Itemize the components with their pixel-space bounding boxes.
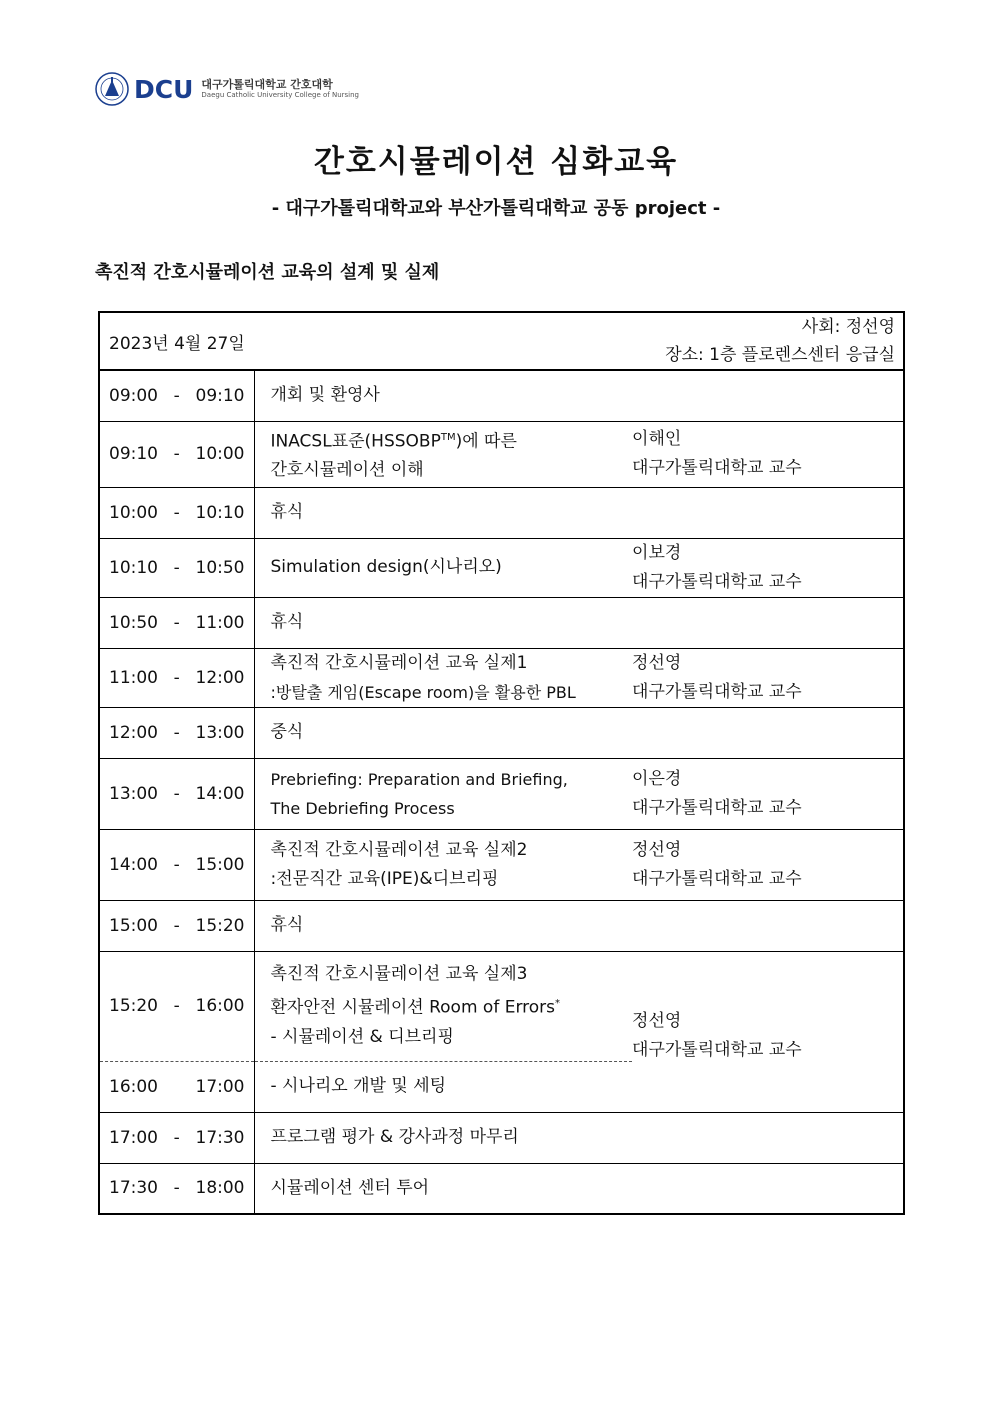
program-cell [254, 421, 632, 487]
program-line: 촉진적 간호시뮬레이션 교육 실제1 [270, 652, 528, 673]
program-line: :방탈출 게임(Escape room)을 활용한 PBL [270, 682, 576, 702]
program-cell [254, 829, 632, 900]
event-date: 2023년 4월 27일 [99, 312, 632, 370]
program-line: :전문직간 교육(IPE)&디브리핑 [270, 868, 499, 889]
program-line: 촉진적 간호시뮬레이션 교육 실제3 [270, 964, 528, 985]
speaker-affiliation: 대구가톨릭대학교 교수 [632, 797, 802, 818]
program-cell [254, 648, 632, 707]
end-time: 15:00 [195, 854, 245, 875]
start-time: 10:50 [109, 612, 158, 633]
time-cell [99, 648, 254, 707]
time-cell [99, 1163, 254, 1214]
table-row [99, 951, 904, 1061]
time-dash: - [173, 1127, 180, 1148]
speaker-name: 이보경 [632, 542, 682, 563]
end-time: 16:00 [195, 996, 245, 1016]
start-time: 13:00 [109, 783, 158, 804]
program-cell [254, 1163, 904, 1214]
end-time: 14:00 [195, 783, 245, 804]
table-row [99, 597, 904, 648]
table-row [99, 1163, 904, 1214]
schedule-header-row [99, 312, 904, 370]
table-row [99, 758, 904, 829]
time-cell [99, 487, 254, 538]
time-cell [99, 951, 254, 1061]
program-line: Prebriefing: Preparation and Briefing, [270, 769, 568, 789]
time-cell [99, 829, 254, 900]
start-time: 15:00 [109, 915, 158, 936]
end-time: 13:00 [195, 722, 245, 743]
start-time: 17:30 [109, 1178, 158, 1199]
program-cell [254, 487, 904, 538]
program-cell [254, 370, 904, 421]
time-dash: - [173, 783, 180, 804]
speaker-cell [632, 538, 904, 597]
trademark-mark: TM [440, 431, 456, 443]
program-cell [254, 707, 904, 758]
time-cell [99, 597, 254, 648]
program-cell [254, 1112, 904, 1163]
start-time: 17:00 [109, 1127, 158, 1148]
time-dash: - [173, 667, 180, 688]
start-time: 09:00 [109, 385, 158, 406]
program-cell [254, 597, 904, 648]
time-dash: - [173, 385, 180, 406]
program-line: 시뮬레이션 센터 투어 [270, 1177, 430, 1198]
program-cell [254, 951, 632, 1061]
time-dash: - [173, 557, 180, 578]
program-line: - 시나리오 개발 및 세팅 [270, 1076, 447, 1096]
speaker-name: 이은경 [632, 768, 682, 789]
end-time: 10:10 [195, 502, 245, 523]
end-time: 11:00 [195, 612, 245, 633]
program-line: 휴식 [270, 915, 304, 935]
start-time: 16:00 [109, 1076, 158, 1097]
table-row [99, 829, 904, 900]
program-line: The Debriefing Process [270, 798, 455, 818]
start-time: 12:00 [109, 722, 158, 743]
end-time: 17:00 [195, 1076, 245, 1097]
time-cell [99, 370, 254, 421]
university-seal-icon [95, 72, 129, 106]
speaker-affiliation: 대구가톨릭대학교 교수 [632, 681, 802, 702]
speaker-cell [632, 758, 904, 829]
document-title: 간호시뮬레이션 심화교육 [313, 144, 679, 180]
start-time: 09:10 [109, 444, 158, 464]
table-row [99, 648, 904, 707]
venue: 장소: 1층 플로렌스센터 응급실 [665, 345, 896, 365]
speaker-cell [632, 421, 904, 487]
program-line: 중식 [270, 722, 304, 742]
program-line: 휴식 [270, 612, 304, 632]
speaker-name: 정선영 [632, 652, 682, 673]
end-time: 10:50 [195, 557, 245, 578]
time-dash: - [173, 854, 180, 875]
program-line: 환자안전 시뮬레이션 Room of Errors* [270, 997, 561, 1018]
logo-name-korean: 대구가톨릭대학교 간호대학 [201, 77, 333, 91]
program-line: 개회 및 환영사 [270, 385, 380, 406]
program-line: 간호시뮬레이션 이해 [270, 460, 424, 481]
speaker-cell [632, 648, 904, 707]
speaker-cell [632, 951, 904, 1112]
time-dash: - [173, 915, 180, 936]
time-cell [99, 421, 254, 487]
end-time: 15:20 [195, 915, 245, 936]
time-cell [99, 1061, 254, 1112]
time-dash: - [173, 1178, 180, 1199]
footnote-mark: * [555, 998, 561, 1010]
program-line: Simulation design(시나리오) [270, 557, 502, 577]
time-cell [99, 1112, 254, 1163]
schedule-table [98, 311, 905, 1215]
program-line: - 시뮬레이션 & 디브리핑 [270, 1026, 454, 1047]
speaker-affiliation: 대구가톨릭대학교 교수 [632, 868, 802, 889]
speaker-affiliation: 대구가톨릭대학교 교수 [632, 458, 802, 478]
program-line: 휴식 [270, 502, 304, 522]
time-dash: - [173, 722, 180, 743]
logo-wordmark: DCU [134, 74, 194, 104]
table-row [99, 421, 904, 487]
end-time: 10:00 [195, 444, 245, 464]
document-subtitle: - 대구가톨릭대학교와 부산가톨릭대학교 공동 project - [271, 198, 721, 219]
program-cell [254, 900, 904, 951]
program-cell [254, 538, 632, 597]
time-dash: - [173, 612, 180, 633]
table-row [99, 900, 904, 951]
program-line: INACSL표준(HSSOBP™)에 따른 [270, 431, 517, 452]
speaker-name: 정선영 [632, 839, 682, 860]
speaker-affiliation: 대구가톨릭대학교 교수 [632, 1039, 802, 1060]
time-dash: - [173, 444, 180, 464]
time-cell [99, 758, 254, 829]
end-time: 09:10 [195, 385, 245, 406]
speaker-cell [632, 829, 904, 900]
table-row [99, 370, 904, 421]
time-cell [99, 538, 254, 597]
table-row [99, 487, 904, 538]
time-cell [99, 900, 254, 951]
table-row [99, 707, 904, 758]
logo-name-english: Daegu Catholic University College of Nursing [201, 91, 359, 100]
end-time: 18:00 [195, 1178, 245, 1199]
start-time: 11:00 [109, 667, 158, 688]
start-time: 14:00 [109, 854, 158, 875]
table-row [99, 1112, 904, 1163]
start-time: 10:00 [109, 502, 158, 523]
time-dash: - [173, 996, 180, 1016]
program-cell [254, 758, 632, 829]
moderator: 사회: 정선영 [801, 317, 896, 337]
program-line: 프로그램 평가 & 강사과정 마무리 [270, 1127, 519, 1147]
section-title: 촉진적 간호시뮬레이션 교육의 설계 및 실제 [95, 262, 440, 283]
program-line: 촉진적 간호시뮬레이션 교육 실제2 [270, 839, 528, 860]
program-cell [254, 1061, 632, 1112]
start-time: 15:20 [109, 996, 158, 1016]
table-row [99, 538, 904, 597]
start-time: 10:10 [109, 557, 158, 578]
end-time: 12:00 [195, 667, 245, 688]
speaker-name: 정선영 [632, 1010, 682, 1031]
college-logo [95, 72, 359, 106]
speaker-name: 이해인 [632, 429, 682, 449]
speaker-affiliation: 대구가톨릭대학교 교수 [632, 571, 802, 592]
time-cell [99, 707, 254, 758]
time-dash: - [173, 502, 180, 523]
end-time: 17:30 [195, 1127, 245, 1148]
